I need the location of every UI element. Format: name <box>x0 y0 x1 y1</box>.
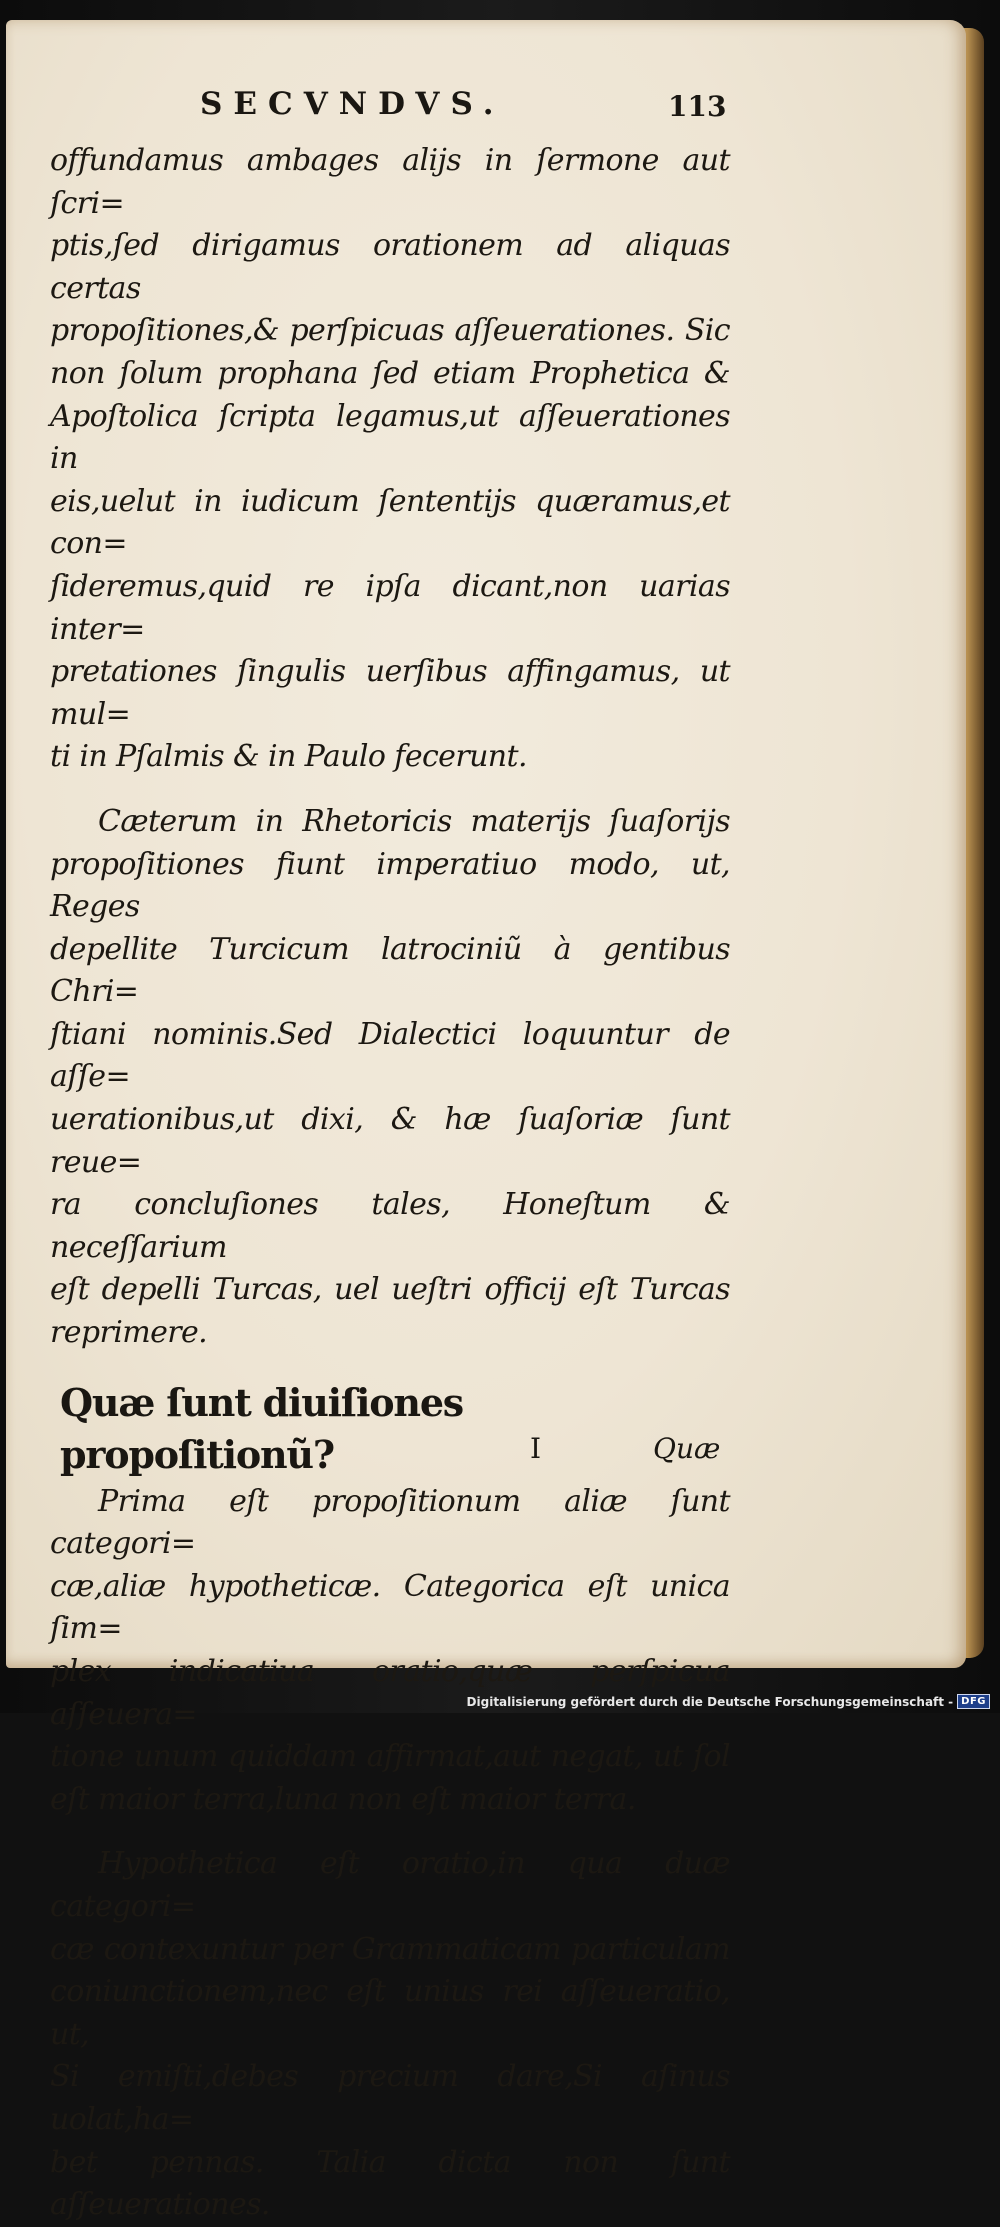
paragraph-1 <box>50 140 730 779</box>
paragraph-4 <box>50 1843 730 2226</box>
text-line: eſt maior terra,luna non eſt maior terra. <box>50 1781 636 1817</box>
section-heading: Quæ ſunt diuiſiones propoſitionũ? <box>60 1379 463 1477</box>
signature-line <box>50 1432 730 1476</box>
text-line: cæ,aliæ hypotheticæ. Categorica eſt unica ſim= <box>50 1568 730 1647</box>
signature-mark: I <box>530 1432 542 1465</box>
text-line: offundamus ambages alijs in ſermone aut ſcri= <box>50 143 730 221</box>
text-line: ti in Pſalmis & in Paulo fecerunt. <box>50 739 527 775</box>
paragraph-2 <box>50 801 730 1355</box>
text-line: eſt depelli Turcas, uel ueſtri officij eſt Turcas <box>50 1272 730 1308</box>
text-line: ra concluſiones tales, Honeſtum & neceſſarium <box>50 1187 730 1265</box>
text-line: cæ contexuntur per Grammaticam particulam <box>50 1931 730 1967</box>
text-line: propoſitiones,& perſpicuas aſſeuerationes. Sic <box>50 313 730 349</box>
text-line: Hypothetica eſt oratio,in qua duæ categori= <box>50 1846 730 1924</box>
paragraph-3 <box>50 1481 730 1822</box>
text-line: Prima eſt propoſitionum aliæ ſunt categori= <box>50 1483 730 1562</box>
text-line: eis,uelut in iudicum ſententijs quæramus,et con= <box>50 483 730 562</box>
paragraph-gap <box>50 779 730 801</box>
text-line: plex indicatiua oratio,quæ perſpicua aſſeuera= <box>50 1654 730 1732</box>
text-line: Apoſtolica ſcripta legamus,ut aſſeuerationes in <box>50 398 730 477</box>
text-line: coniunctionem,nec eſt unius rei aſſeueratio, ut, <box>50 1974 730 2052</box>
text-line: ſideremus,quid re ipſa dicant,non uarias inter= <box>50 568 730 647</box>
text-line: pretationes ſingulis uerſibus affingamus, ut mul= <box>50 654 730 732</box>
text-line: bet pennas. Talia dicta non ſunt aſſeuerationes. <box>50 2144 730 2223</box>
credit-text: Digitalisierung gefördert durch die Deutsche Forschungsgemeinschaft - <box>466 1694 954 1709</box>
running-head: SECVNDVS. <box>200 86 505 122</box>
text-line: ſtiani nominis.Sed Dialectici loquuntur de aſſe= <box>50 1016 730 1095</box>
text-line: propoſitiones fiunt imperatiuo modo, ut, Reges <box>50 846 730 925</box>
dfg-logo: DFG <box>957 1694 990 1709</box>
text-line: tione unum quiddam affirmat,aut negat, ut ſol <box>50 1739 730 1775</box>
text-block <box>50 140 730 2227</box>
text-line: Si emiſti,debes precium dare,Si aſinus uolat,ha= <box>50 2059 730 2137</box>
paragraph-gap <box>50 1821 730 1843</box>
text-line: non ſolum prophana ſed etiam Prophetica & <box>50 355 730 391</box>
text-line: uerationibus,ut dixi, & hæ ſuaſoriæ ſunt reue= <box>50 1102 730 1180</box>
text-line: ptis,ſed dirigamus orationem ad aliquas certas <box>50 228 730 306</box>
text-line: depellite Turcicum latrociniũ à gentibus Chri= <box>50 931 730 1010</box>
page-number: 113 <box>668 90 727 123</box>
digitization-credit <box>467 1694 990 1709</box>
paragraph-gap <box>50 1355 730 1377</box>
text-line: reprimere. <box>50 1315 208 1351</box>
catchword: Quæ <box>653 1432 721 1465</box>
text-line: Cæterum in Rhetoricis materijs ſuaſorijs <box>98 803 730 839</box>
